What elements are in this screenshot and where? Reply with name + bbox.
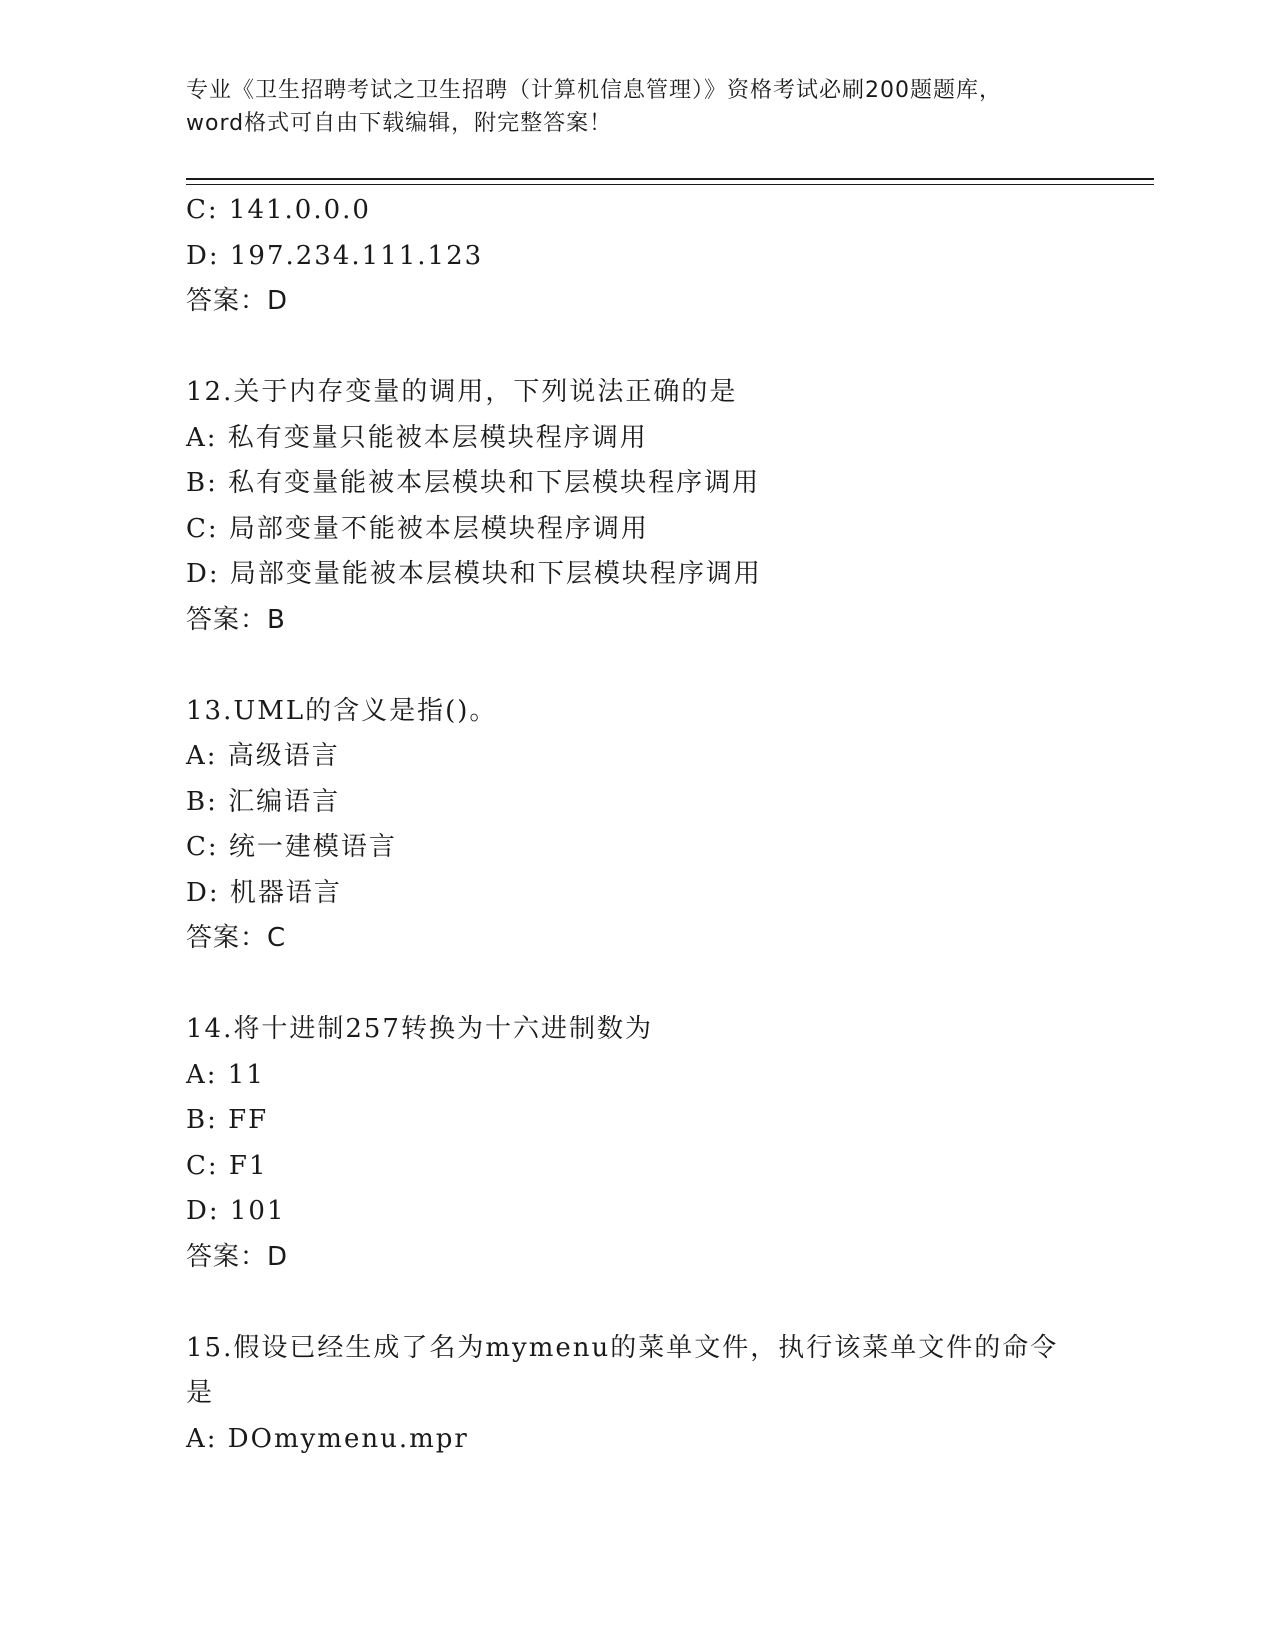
option-c: C: 局部变量不能被本层模块程序调用 (186, 513, 649, 544)
header-line-1: 专业《卫生招聘考试之卫生招聘（计算机信息管理）》资格考试必刷200题题库， (186, 78, 1002, 103)
question-stem: 13.UML的含义是指()。 (186, 695, 498, 726)
option-a: A: 高级语言 (186, 741, 340, 771)
question-14 (186, 1007, 1086, 1280)
option-c: C: 141.0.0.0 (186, 195, 371, 225)
answer-line: 答案：B (186, 604, 286, 635)
question-stem: 12.关于内存变量的调用，下列说法正确的是 (186, 377, 738, 407)
option-c: C: F1 (186, 1150, 268, 1181)
option-d: D: 197.234.111.123 (186, 240, 484, 271)
spacer (186, 643, 1086, 689)
question-stem-line-2: 是 (186, 1378, 215, 1408)
option-b: B: 私有变量能被本层模块和下层模块程序调用 (186, 468, 761, 498)
question-13 (186, 689, 1086, 962)
answer-line: 答案：D (186, 286, 289, 316)
document-header (186, 74, 1086, 140)
option-b: B: FF (186, 1105, 269, 1135)
answer-line: 答案：D (186, 1241, 289, 1272)
question-stem: 14.将十进制257转换为十六进制数为 (186, 1014, 653, 1044)
option-a: A: DOmymenu.mpr (186, 1423, 469, 1454)
question-stem-line-1: 15.假设已经生成了名为mymenu的菜单文件，执行该菜单文件的命令 (186, 1332, 1059, 1363)
option-d: D: 机器语言 (186, 877, 342, 908)
option-a: A: 11 (186, 1059, 265, 1090)
option-c: C: 统一建模语言 (186, 832, 397, 862)
question-15 (186, 1326, 1086, 1463)
spacer (186, 962, 1086, 1008)
question-12 (186, 370, 1086, 643)
option-d: D: 局部变量能被本层模块和下层模块程序调用 (186, 559, 762, 589)
option-a: A: 私有变量只能被本层模块程序调用 (186, 422, 648, 453)
question-11 (186, 188, 1086, 325)
spacer (186, 1280, 1086, 1326)
option-b: B: 汇编语言 (186, 786, 341, 817)
option-d: D: 101 (186, 1196, 286, 1226)
header-divider-thick (186, 178, 1154, 180)
spacer (186, 325, 1086, 371)
header-divider-thin (186, 184, 1154, 185)
answer-line: 答案：C (186, 923, 287, 953)
question-list (186, 188, 1086, 1462)
header-line-2: word格式可自由下载编辑，附完整答案！ (186, 111, 613, 136)
